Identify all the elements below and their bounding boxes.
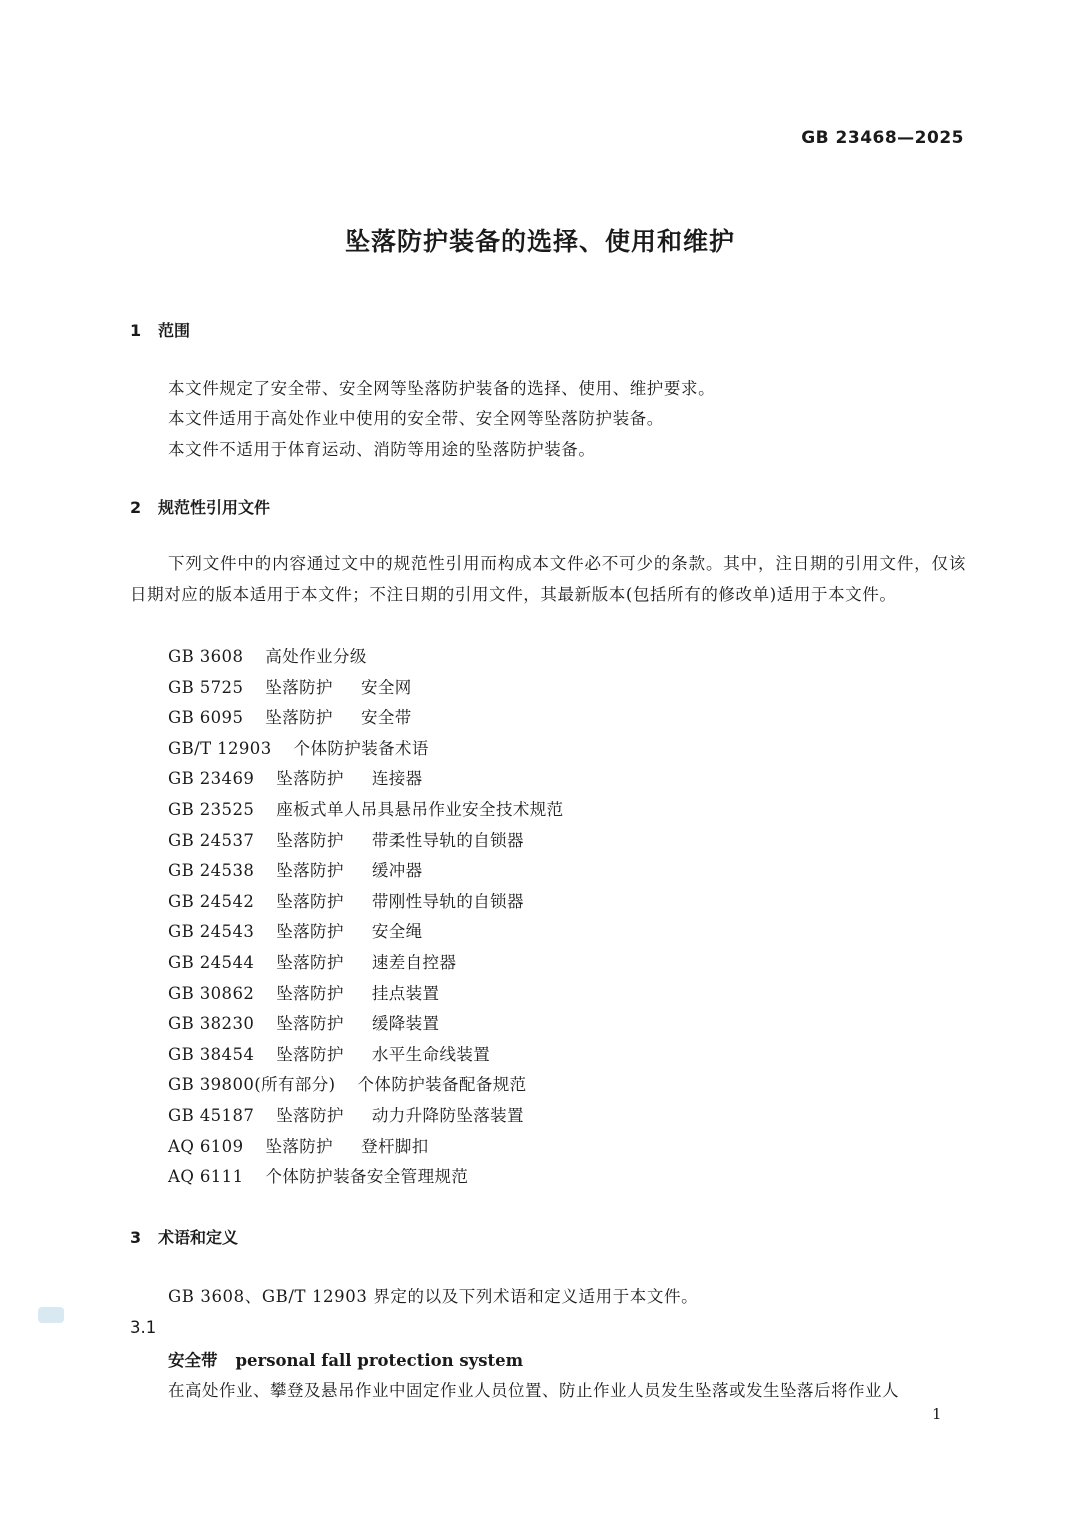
- reference-code: GB 3608: [168, 647, 244, 666]
- reference-item: [168, 1135, 564, 1166]
- reference-code: GB 45187: [168, 1105, 255, 1125]
- term-zh: 安全带: [168, 1351, 218, 1370]
- reference-item: [168, 767, 564, 798]
- reference-code: AQ 6109: [168, 1136, 244, 1156]
- page-number: 1: [932, 1405, 942, 1423]
- reference-subtitle: 连接器: [371, 769, 423, 789]
- reference-code: GB/T 12903: [168, 738, 272, 758]
- reference-item: [168, 951, 564, 982]
- reference-title: 个体防护装备安全管理规范: [265, 1167, 469, 1187]
- reference-code: GB 24542: [168, 891, 255, 911]
- reference-title: 坠落防护: [276, 1014, 344, 1034]
- reference-item: [168, 1104, 564, 1135]
- section-heading-normative: [130, 495, 270, 518]
- reference-title: 坠落防护: [276, 1044, 344, 1064]
- reference-item: [168, 890, 564, 921]
- reference-subtitle: 安全绳: [371, 922, 423, 942]
- reference-title: 座板式单人吊具悬吊作业安全技术规范: [276, 799, 564, 819]
- scope-line: 本文件不适用于体育运动、消防等用途的坠落防护装备。: [168, 440, 596, 459]
- normative-intro: 下列文件中的内容通过文中的规范性引用而构成本文件必不可少的条款。其中，注日期的引用文件，仅该日期对应的版本适用于本文件；不注日期的引用文件，其最新版本(包括所有的修改单)适用于本文件。: [130, 554, 966, 604]
- reference-subtitle: 动力升降防坠落装置: [371, 1105, 524, 1125]
- reference-title: 坠落防护: [276, 952, 344, 972]
- reference-code: GB 24543: [168, 922, 255, 942]
- document-title: 坠落防护装备的选择、使用和维护: [344, 227, 735, 256]
- reference-subtitle: 带柔性导轨的自锁器: [371, 830, 524, 850]
- reference-title: 坠落防护: [276, 922, 344, 942]
- terms-intro: GB 3608、GB/T 12903 界定的以及下列术语和定义适用于本文件。: [168, 1287, 699, 1306]
- reference-item: [168, 1165, 564, 1196]
- reference-code: GB 38454: [168, 1044, 255, 1064]
- reference-item: [168, 706, 564, 737]
- reference-subtitle: 缓冲器: [371, 861, 423, 881]
- term-number: 3.1: [130, 1318, 157, 1337]
- section-heading-scope: [130, 318, 190, 341]
- reference-code: GB 5725: [168, 677, 244, 697]
- reference-subtitle: 水平生命线装置: [371, 1044, 491, 1064]
- reference-title: 坠落防护: [276, 1105, 344, 1125]
- reference-title: 坠落防护: [276, 830, 344, 850]
- reference-title: 坠落防护: [276, 861, 344, 881]
- reference-title: 坠落防护: [265, 708, 333, 728]
- term-definition: 在高处作业、攀登及悬吊作业中固定作业人员位置、防止作业人员发生坠落或发生坠落后将作业人: [168, 1381, 899, 1400]
- reference-title: 坠落防护: [276, 769, 344, 789]
- reference-subtitle: 安全带: [360, 708, 412, 728]
- section-number: 1: [130, 321, 142, 340]
- reference-title: 坠落防护: [265, 1136, 334, 1156]
- reference-list: [168, 645, 564, 1196]
- reference-code: GB 6095: [168, 708, 244, 728]
- reference-title: 个体防护装备术语: [293, 738, 429, 758]
- scope-line: 本文件规定了安全带、安全网等坠落防护装备的选择、使用、维护要求。: [168, 379, 716, 398]
- section-title: 术语和定义: [158, 1228, 239, 1247]
- reference-subtitle: 速差自控器: [371, 952, 457, 972]
- watermark-logo: [38, 1307, 64, 1323]
- reference-title: 坠落防护: [276, 983, 344, 1003]
- section-heading-terms: [130, 1225, 238, 1248]
- reference-code: GB 39800(所有部分): [168, 1075, 336, 1095]
- scope-line: 本文件适用于高处作业中使用的安全带、安全网等坠落防护装备。: [168, 409, 664, 428]
- section-title: 范围: [158, 321, 191, 340]
- section-number: 2: [130, 498, 142, 517]
- reference-code: GB 24544: [168, 952, 255, 972]
- reference-code: GB 24537: [168, 830, 255, 850]
- reference-title: 高处作业分级: [265, 647, 367, 666]
- reference-item: [168, 737, 564, 768]
- reference-item: [168, 1073, 564, 1104]
- term-heading: [168, 1347, 523, 1371]
- reference-item: [168, 798, 564, 829]
- reference-title: 坠落防护: [265, 677, 333, 697]
- reference-item: [168, 982, 564, 1013]
- reference-code: GB 23469: [168, 769, 255, 789]
- section-title: 规范性引用文件: [158, 498, 271, 517]
- reference-item: [168, 676, 564, 707]
- reference-item: [168, 1012, 564, 1043]
- reference-item: [168, 859, 564, 890]
- reference-subtitle: 登杆脚扣: [361, 1136, 429, 1156]
- term-en: personal fall protection system: [235, 1351, 524, 1370]
- reference-item: [168, 829, 564, 860]
- reference-title: 坠落防护: [276, 891, 344, 911]
- reference-item: [168, 1043, 564, 1074]
- reference-subtitle: 挂点装置: [371, 983, 440, 1003]
- standard-code: GB 23468—2025: [801, 128, 964, 148]
- reference-subtitle: 缓降装置: [371, 1014, 440, 1034]
- reference-code: AQ 6111: [168, 1167, 244, 1187]
- reference-code: GB 24538: [168, 861, 255, 881]
- reference-subtitle: 安全网: [360, 677, 412, 697]
- reference-title: 个体防护装备配备规范: [357, 1075, 527, 1095]
- reference-item: [168, 645, 564, 676]
- reference-code: GB 38230: [168, 1014, 255, 1034]
- reference-subtitle: 带刚性导轨的自锁器: [371, 891, 524, 911]
- reference-code: GB 23525: [168, 799, 255, 819]
- reference-code: GB 30862: [168, 983, 255, 1003]
- reference-item: [168, 920, 564, 951]
- section-number: 3: [130, 1228, 142, 1247]
